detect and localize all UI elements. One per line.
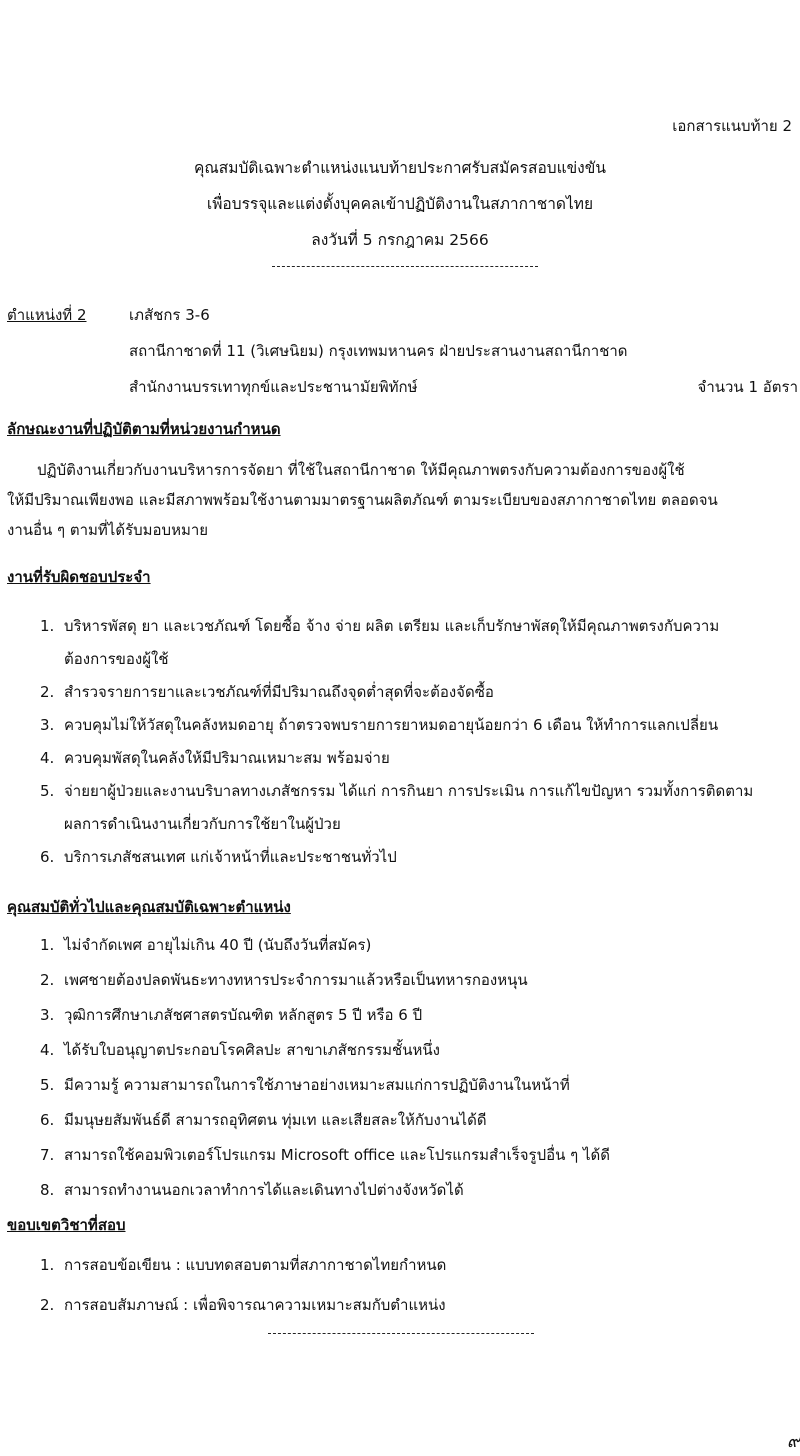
position-title: เภสัชกร 3-6	[129, 306, 210, 324]
item-text: สามารถทำงานนอกเวลาทำการได้และเดินทางไปต่างจังหวัดได้	[64, 1181, 464, 1199]
item-number: 3.	[40, 716, 55, 734]
item-number: 1.	[40, 1256, 55, 1274]
list-item	[40, 1033, 800, 1068]
attachment-reference: เอกสารแนบท้าย 2	[672, 117, 792, 135]
section-heading-exam-scope: ขอบเขตวิชาที่สอบ	[7, 1216, 126, 1234]
item-text: ไม่จำกัดเพศ อายุไม่เกิน 40 ปี (นับถึงวันที่สมัคร)	[64, 936, 372, 954]
item-number: 5.	[40, 1076, 55, 1094]
nature-line: งานอื่น ๆ ตามที่ได้รับมอบหมาย	[7, 521, 209, 539]
item-text: ต้องการของผู้ใช้	[64, 650, 169, 668]
exam-scope-list	[40, 1245, 800, 1325]
item-text: จ่ายยาผู้ป่วยและงานบริบาลทางเภสัชกรรม ได้แก่ การกินยา การประเมิน การแก้ไขปัญหา รวมทั้งการติดตาม	[64, 782, 754, 800]
document-header	[0, 150, 800, 258]
page-corner-mark: ๙	[786, 1431, 800, 1452]
list-item	[40, 1285, 800, 1325]
item-number: 4.	[40, 1041, 55, 1059]
header-line-2: เพื่อบรรจุและแต่งตั้งบุคคลเข้าปฏิบัติงานในสภากาชาดไทย	[206, 195, 594, 213]
item-number: 8.	[40, 1181, 55, 1199]
nature-line: ปฏิบัติงานเกี่ยวกับงานบริหารการจัดยา ที่ใช้ในสถานีกาชาด ให้มีคุณภาพตรงกับความต้องการของผู้ใช้	[37, 461, 685, 479]
item-text: ได้รับใบอนุญาตประกอบโรคศิลปะ สาขาเภสัชกรรมชั้นหนึ่ง	[64, 1041, 440, 1059]
nature-paragraph	[7, 455, 800, 545]
item-number: 4.	[40, 749, 55, 767]
list-item	[40, 963, 800, 998]
item-number: 2.	[40, 971, 55, 989]
item-number: 5.	[40, 782, 55, 800]
item-text: ควบคุมพัสดุในคลังให้มีปริมาณเหมาะสม พร้อมจ่าย	[64, 749, 390, 767]
position-quantity: จำนวน 1 อัตรา	[697, 378, 798, 396]
position-station: สถานีกาชาดที่ 11 (วิเศษนิยม) กรุงเทพมหานคร ฝ่ายประสานงานสถานีกาชาด	[129, 342, 628, 360]
item-text: การสอบข้อเขียน : แบบทดสอบตามที่สภากาชาดไทยกำหนด	[64, 1256, 447, 1274]
item-text: สำรวจรายการยาและเวชภัณฑ์ที่มีปริมาณถึงจุดต่ำสุดที่จะต้องจัดซื้อ	[64, 683, 494, 701]
item-text: สามารถใช้คอมพิวเตอร์โปรแกรม Microsoft office และโปรแกรมสำเร็จรูปอื่น ๆ ได้ดี	[64, 1146, 611, 1164]
nature-line: ให้มีปริมาณเพียงพอ และมีสภาพพร้อมใช้งานตามมาตรฐานผลิตภัณฑ์ ตามระเบียบของสภากาชาดไทย ตลอดจน	[7, 491, 718, 509]
list-item	[40, 1068, 800, 1103]
qualifications-list	[40, 928, 800, 1208]
item-number: 3.	[40, 1006, 55, 1024]
section-heading-qualifications: คุณสมบัติทั่วไปและคุณสมบัติเฉพาะตำแหน่ง	[7, 898, 291, 916]
list-item	[40, 775, 800, 841]
item-number: 1.	[40, 617, 55, 635]
item-text: ผลการดำเนินงานเกี่ยวกับการใช้ยาในผู้ป่วย	[64, 815, 341, 833]
item-number: 2.	[40, 1296, 55, 1314]
position-office: สำนักงานบรรเทาทุกข์และประชานามัยพิทักษ์	[129, 378, 418, 396]
item-text: มีความรู้ ความสามารถในการใช้ภาษาอย่างเหมาะสมแก่การปฏิบัติงานในหน้าที่	[64, 1076, 570, 1094]
list-item	[40, 676, 800, 709]
duties-list	[40, 610, 800, 874]
list-item	[40, 1173, 800, 1208]
list-item	[40, 1138, 800, 1173]
list-item	[40, 1103, 800, 1138]
item-text: บริหารพัสดุ ยา และเวชภัณฑ์ โดยซื้อ จ้าง จ่าย ผลิต เตรียม และเก็บรักษาพัสดุให้มีคุณภาพตรงกับความ	[64, 617, 720, 635]
item-number: 2.	[40, 683, 55, 701]
list-item	[40, 610, 800, 676]
item-number: 6.	[40, 1111, 55, 1129]
section-heading-duties: งานที่รับผิดชอบประจำ	[7, 568, 151, 586]
item-text: ควบคุมไม่ให้วัสดุในคลังหมดอายุ ถ้าตรวจพบรายการยาหมดอายุน้อยกว่า 6 เดือน ให้ทำการแลกเปลี่ยน	[64, 716, 719, 734]
item-number: 6.	[40, 848, 55, 866]
item-number: 7.	[40, 1146, 55, 1164]
item-number: 1.	[40, 936, 55, 954]
list-item	[40, 1245, 800, 1285]
list-item	[40, 841, 800, 874]
list-item	[40, 928, 800, 963]
item-text: บริการเภสัชสนเทศ แก่เจ้าหน้าที่และประชาชนทั่วไป	[64, 848, 397, 866]
position-info	[7, 297, 800, 405]
item-text: การสอบสัมภาษณ์ : เพื่อพิจารณาความเหมาะสมกับตำแหน่ง	[64, 1296, 446, 1314]
footer-divider	[268, 1333, 534, 1334]
list-item	[40, 998, 800, 1033]
section-heading-nature: ลักษณะงานที่ปฏิบัติตามที่หน่วยงานกำหนด	[7, 420, 281, 438]
item-text: มีมนุษยสัมพันธ์ดี สามารถอุทิศตน ทุ่มเท และเสียสละให้กับงานได้ดี	[64, 1111, 487, 1129]
header-divider	[272, 266, 538, 267]
item-text: วุฒิการศึกษาเภสัชศาสตรบัณฑิต หลักสูตร 5 ปี หรือ 6 ปี	[64, 1006, 423, 1024]
item-text: เพศชายต้องปลดพันธะทางทหารประจำการมาแล้วหรือเป็นทหารกองหนุน	[64, 971, 528, 989]
header-line-1: คุณสมบัติเฉพาะตำแหน่งแนบท้ายประกาศรับสมัครสอบแข่งขัน	[194, 159, 606, 177]
header-date: ลงวันที่ 5 กรกฎาคม 2566	[311, 231, 489, 249]
list-item	[40, 742, 800, 775]
position-number: ตำแหน่งที่ 2	[7, 306, 87, 324]
list-item	[40, 709, 800, 742]
